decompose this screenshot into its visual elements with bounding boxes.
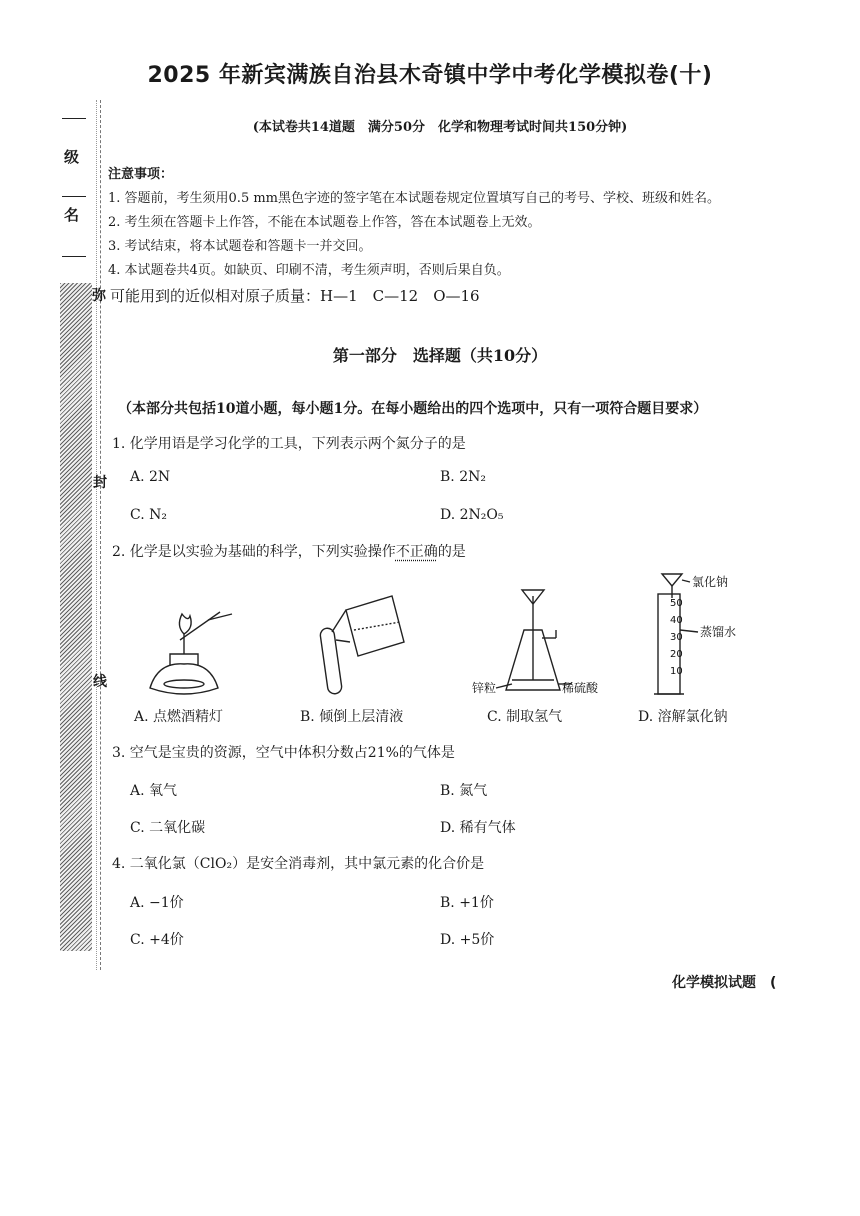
scan-binding-strip [60,283,92,951]
question-4-stem: 4. 二氧化氯（ClO₂）是安全消毒剂，其中氯元素的化合价是 [112,856,485,872]
question-3-stem: 3. 空气是宝贵的资源，空气中体积分数占21%的气体是 [112,745,455,761]
q3-option-a: A. 氧气 [130,783,178,799]
scale-mark-20: 20 [670,649,683,660]
scale-mark-40: 40 [670,615,683,626]
seal-char-mi: 弥 [92,288,106,304]
water-label: 蒸馏水 [700,625,737,639]
q2-stem-emphasis: 不正确 [395,544,438,560]
section-title: 第一部分 选择题（共10分） [332,346,548,365]
nacl-label: 氯化钠 [692,575,729,589]
note-item: 2. 考生须在答题卡上作答，不能在本试题卷上作答，答在本试题卷上无效。 [108,215,541,230]
zinc-label: 锌粒 [472,681,497,695]
margin-rule [62,118,86,119]
q4-option-b: B. +1价 [440,895,494,911]
page-title: 2025 年新宾满族自治县木奇镇中学中考化学模拟卷(十) [147,63,713,88]
q3-option-c: C. 二氧化碳 [130,820,206,836]
page-footer: 化学模拟试题 ( [672,975,777,991]
binding-line [100,100,101,970]
scale-mark-10: 10 [670,666,683,677]
binding-line [96,100,97,970]
sulfuric-acid-label: 稀硫酸 [562,681,599,695]
note-item: 4. 本试题卷共4页。如缺页、印刷不清，考生须声明，否则后果自负。 [108,263,510,278]
q1-option-c: C. N₂ [130,507,167,523]
q2-caption-a: A. 点燃酒精灯 [134,709,224,725]
seal-char-feng: 封 [93,475,107,491]
q3-option-b: B. 氮气 [440,783,488,799]
class-label: 级 [64,148,80,166]
q4-option-d: D. +5价 [440,932,495,948]
alcohol-lamp-figure [150,612,232,694]
exam-subtitle: (本试卷共14道题 满分50分 化学和物理考试时间共150分钟) [252,120,628,135]
question-1-stem: 1. 化学用语是学习化学的工具，下列表示两个氮分子的是 [112,436,466,452]
note-item: 1. 答题前，考生须用0.5 mm黑色字迹的签字笔在本试题卷规定位置填写自己的考号、学校、班级和姓名。 [108,191,720,206]
q2-caption-d: D. 溶解氯化钠 [638,709,728,725]
scale-mark-30: 30 [670,632,683,643]
notes-block [108,163,720,283]
q1-option-d: D. 2N₂O₅ [440,507,504,523]
margin-rule [62,256,86,257]
name-label: 名 [64,206,80,224]
seal-char-xian: 线 [93,674,107,690]
margin-rule [62,196,86,197]
q2-stem-suffix: 的是 [437,544,466,560]
q2-caption-b: B. 倾倒上层清液 [300,709,404,725]
q3-option-d: D. 稀有气体 [440,820,516,836]
q2-caption-c: C. 制取氢气 [487,709,563,725]
scale-mark-50: 50 [670,598,683,609]
q4-option-a: A. −1价 [130,895,184,911]
section-instruction: （本部分共包括10道小题，每小题1分。在每小题给出的四个选项中，只有一项符合题目要求） [118,401,708,417]
atomic-masses: 可能用到的近似相对原子质量：H—1 C—12 O—16 [110,287,480,305]
q4-option-c: C. +4价 [130,932,184,948]
q2-stem-prefix: 2. 化学是以实验为基础的科学，下列实验操作 [112,544,396,560]
notes-heading: 注意事项： [108,167,174,182]
q1-option-a: A. 2N [130,469,171,485]
note-item: 3. 考试结束，将本试题卷和答题卡一并交回。 [108,239,372,254]
hydrogen-apparatus-figure [496,590,572,690]
q1-option-b: B. 2N₂ [440,469,486,485]
question-2-stem [112,541,466,561]
pouring-beaker-figure [319,596,404,695]
